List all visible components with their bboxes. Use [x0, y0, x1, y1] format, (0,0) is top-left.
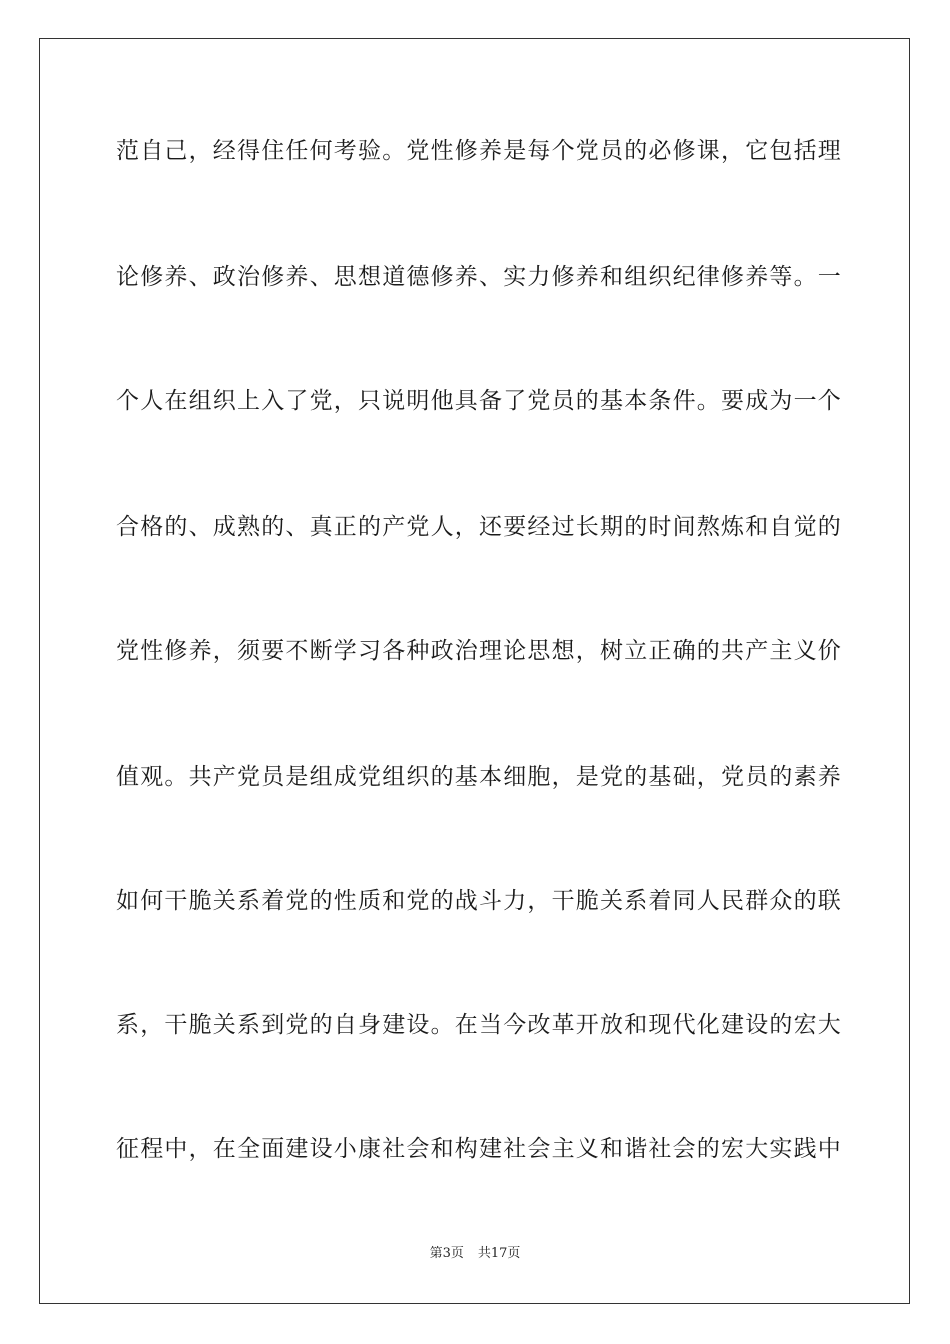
text-line: 值观。共产党员是组成党组织的基本细胞，是党的基础，党员的素养	[116, 764, 842, 790]
text-line: 个人在组织上入了党，只说明他具备了党员的基本条件。要成为一个	[116, 388, 842, 414]
page-total: 共17页	[477, 1246, 521, 1261]
text-line: 如何干脆关系着党的性质和党的战斗力，干脆关系着同人民群众的联	[116, 888, 842, 914]
text-line: 合格的、成熟的、真正的产党人，还要经过长期的时间熬炼和自觉的	[116, 514, 842, 540]
text-line: 论修养、政治修养、思想道德修养、实力修养和组织纪律修养等。一	[116, 264, 842, 290]
text-line: 范自己，经得住任何考验。党性修养是每个党员的必修课，它包括理	[116, 138, 842, 164]
page-border	[39, 38, 910, 1304]
text-line: 征程中，在全面建设小康社会和构建社会主义和谐社会的宏大实践中	[116, 1136, 842, 1162]
page-footer	[0, 1245, 950, 1263]
text-line: 党性修养，须要不断学习各种政治理论思想，树立正确的共产主义价	[116, 638, 842, 664]
text-line: 系，干脆关系到党的自身建设。在当今改革开放和现代化建设的宏大	[116, 1012, 842, 1038]
page-number: 第3页	[429, 1246, 464, 1261]
